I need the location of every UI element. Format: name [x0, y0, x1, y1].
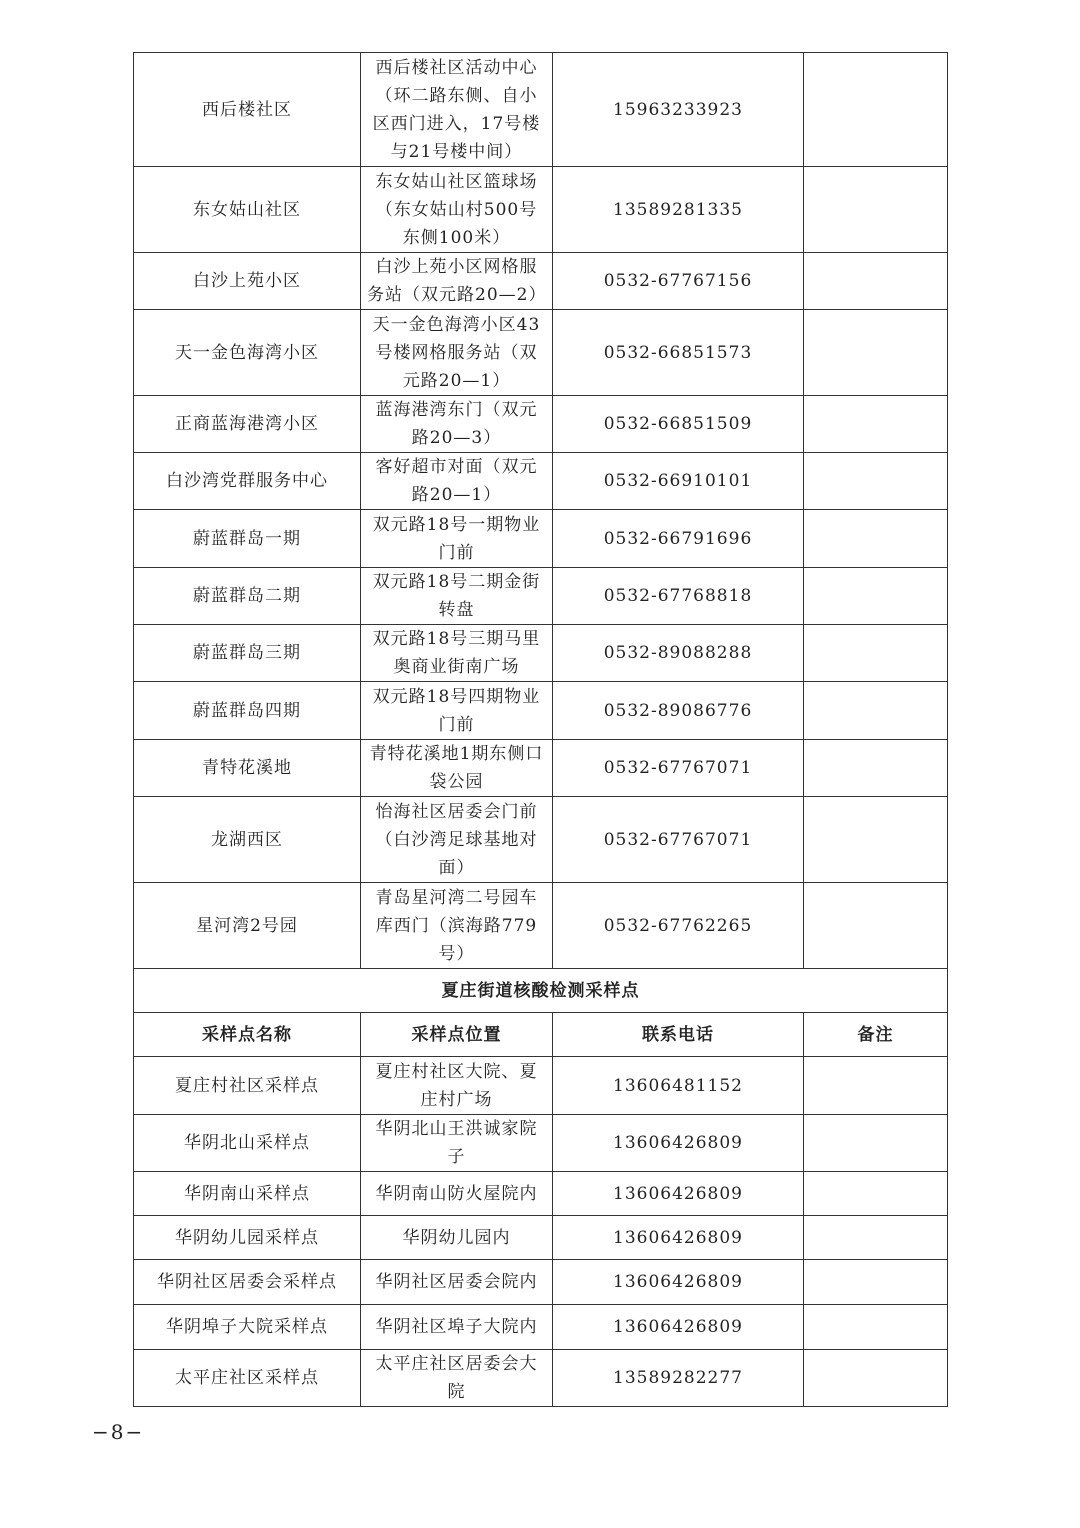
site-location: 华阴幼儿园内 — [361, 1216, 553, 1260]
site-note — [804, 1350, 948, 1407]
site-note — [804, 1057, 948, 1115]
site-location: 天一金色海湾小区43号楼网格服务站（双元路20—1） — [361, 310, 553, 396]
site-phone: 0532-67767071 — [553, 740, 804, 797]
site-name: 华阴幼儿园采样点 — [134, 1216, 361, 1260]
site-location: 西后楼社区活动中心（环二路东侧、自小区西门进入，17号楼与21号楼中间） — [361, 53, 553, 167]
site-location: 双元路18号二期金街转盘 — [361, 568, 553, 625]
page-number: −8− — [92, 1420, 145, 1444]
site-phone: 0532-67768818 — [553, 568, 804, 625]
site-phone: 13606426809 — [553, 1115, 804, 1172]
site-phone: 13589282277 — [553, 1350, 804, 1407]
table-row — [134, 1172, 948, 1216]
site-location: 白沙上苑小区网格服务站（双元路20—2） — [361, 253, 553, 310]
site-name: 华阴南山采样点 — [134, 1172, 361, 1216]
site-name: 蔚蓝群岛一期 — [134, 510, 361, 568]
table-row — [134, 797, 948, 883]
site-name: 蔚蓝群岛三期 — [134, 625, 361, 682]
site-name: 华阴埠子大院采样点 — [134, 1305, 361, 1350]
site-note — [804, 310, 948, 396]
site-location: 华阴南山防火屋院内 — [361, 1172, 553, 1216]
header-location: 采样点位置 — [361, 1013, 553, 1057]
site-name: 西后楼社区 — [134, 53, 361, 167]
site-name: 蔚蓝群岛四期 — [134, 682, 361, 740]
header-phone: 联系电话 — [553, 1013, 804, 1057]
site-note — [804, 568, 948, 625]
header-note: 备注 — [804, 1013, 948, 1057]
site-phone: 13606426809 — [553, 1216, 804, 1260]
site-name: 华阴社区居委会采样点 — [134, 1260, 361, 1305]
site-name: 青特花溪地 — [134, 740, 361, 797]
site-name: 星河湾2号园 — [134, 883, 361, 969]
site-note — [804, 797, 948, 883]
table-row — [134, 167, 948, 253]
site-location: 青岛星河湾二号园车库西门（滨海路779号） — [361, 883, 553, 969]
site-note — [804, 453, 948, 510]
table-row — [134, 253, 948, 310]
site-note — [804, 167, 948, 253]
site-phone: 0532-66851509 — [553, 396, 804, 453]
table-row — [134, 1305, 948, 1350]
site-note — [804, 682, 948, 740]
site-phone: 0532-67767071 — [553, 797, 804, 883]
site-phone: 13606426809 — [553, 1305, 804, 1350]
site-name: 正商蓝海港湾小区 — [134, 396, 361, 453]
table-row — [134, 568, 948, 625]
site-location: 太平庄社区居委会大院 — [361, 1350, 553, 1407]
site-phone: 0532-66791696 — [553, 510, 804, 568]
site-phone: 0532-89086776 — [553, 682, 804, 740]
site-note — [804, 883, 948, 969]
table-row — [134, 740, 948, 797]
site-location: 华阴北山王洪诚家院子 — [361, 1115, 553, 1172]
site-name: 太平庄社区采样点 — [134, 1350, 361, 1407]
table-row — [134, 1115, 948, 1172]
table-row — [134, 883, 948, 969]
site-location: 双元路18号一期物业门前 — [361, 510, 553, 568]
header-name: 采样点名称 — [134, 1013, 361, 1057]
site-note — [804, 1216, 948, 1260]
site-location: 东女姑山社区篮球场（东女姑山村500号东侧100米） — [361, 167, 553, 253]
site-note — [804, 740, 948, 797]
table-row — [134, 453, 948, 510]
site-phone: 13589281335 — [553, 167, 804, 253]
site-note — [804, 625, 948, 682]
site-location: 客好超市对面（双元路20—1） — [361, 453, 553, 510]
site-location: 华阴社区埠子大院内 — [361, 1305, 553, 1350]
site-name: 东女姑山社区 — [134, 167, 361, 253]
table-row — [134, 1350, 948, 1407]
site-note — [804, 1305, 948, 1350]
site-note — [804, 396, 948, 453]
table-row — [134, 1057, 948, 1115]
table-row — [134, 396, 948, 453]
table-row — [134, 1260, 948, 1305]
site-note — [804, 1172, 948, 1216]
site-location: 双元路18号四期物业门前 — [361, 682, 553, 740]
site-phone: 0532-67762265 — [553, 883, 804, 969]
site-note — [804, 53, 948, 167]
site-name: 白沙湾党群服务中心 — [134, 453, 361, 510]
table-row — [134, 1216, 948, 1260]
site-phone: 13606426809 — [553, 1260, 804, 1305]
header-row — [134, 1013, 948, 1057]
table-row — [134, 682, 948, 740]
site-name: 白沙上苑小区 — [134, 253, 361, 310]
table-row — [134, 625, 948, 682]
site-name: 龙湖西区 — [134, 797, 361, 883]
site-phone: 15963233923 — [553, 53, 804, 167]
site-location: 夏庄村社区大院、夏庄村广场 — [361, 1057, 553, 1115]
site-phone: 0532-66910101 — [553, 453, 804, 510]
site-phone: 0532-66851573 — [553, 310, 804, 396]
table-row — [134, 310, 948, 396]
site-location: 双元路18号三期马里奥商业街南广场 — [361, 625, 553, 682]
site-phone: 0532-89088288 — [553, 625, 804, 682]
site-phone: 13606481152 — [553, 1057, 804, 1115]
site-name: 华阴北山采样点 — [134, 1115, 361, 1172]
site-phone: 13606426809 — [553, 1172, 804, 1216]
site-location: 青特花溪地1期东侧口袋公园 — [361, 740, 553, 797]
site-name: 蔚蓝群岛二期 — [134, 568, 361, 625]
sampling-points-table — [133, 52, 948, 1407]
site-location: 蓝海港湾东门（双元路20—3） — [361, 396, 553, 453]
section-title: 夏庄街道核酸检测采样点 — [134, 969, 948, 1013]
table-row — [134, 53, 948, 167]
site-name: 天一金色海湾小区 — [134, 310, 361, 396]
site-note — [804, 510, 948, 568]
site-location: 华阴社区居委会院内 — [361, 1260, 553, 1305]
site-name: 夏庄村社区采样点 — [134, 1057, 361, 1115]
site-note — [804, 253, 948, 310]
table-row — [134, 510, 948, 568]
site-note — [804, 1115, 948, 1172]
site-phone: 0532-67767156 — [553, 253, 804, 310]
site-note — [804, 1260, 948, 1305]
section-row — [134, 969, 948, 1013]
site-location: 怡海社区居委会门前（白沙湾足球基地对面） — [361, 797, 553, 883]
